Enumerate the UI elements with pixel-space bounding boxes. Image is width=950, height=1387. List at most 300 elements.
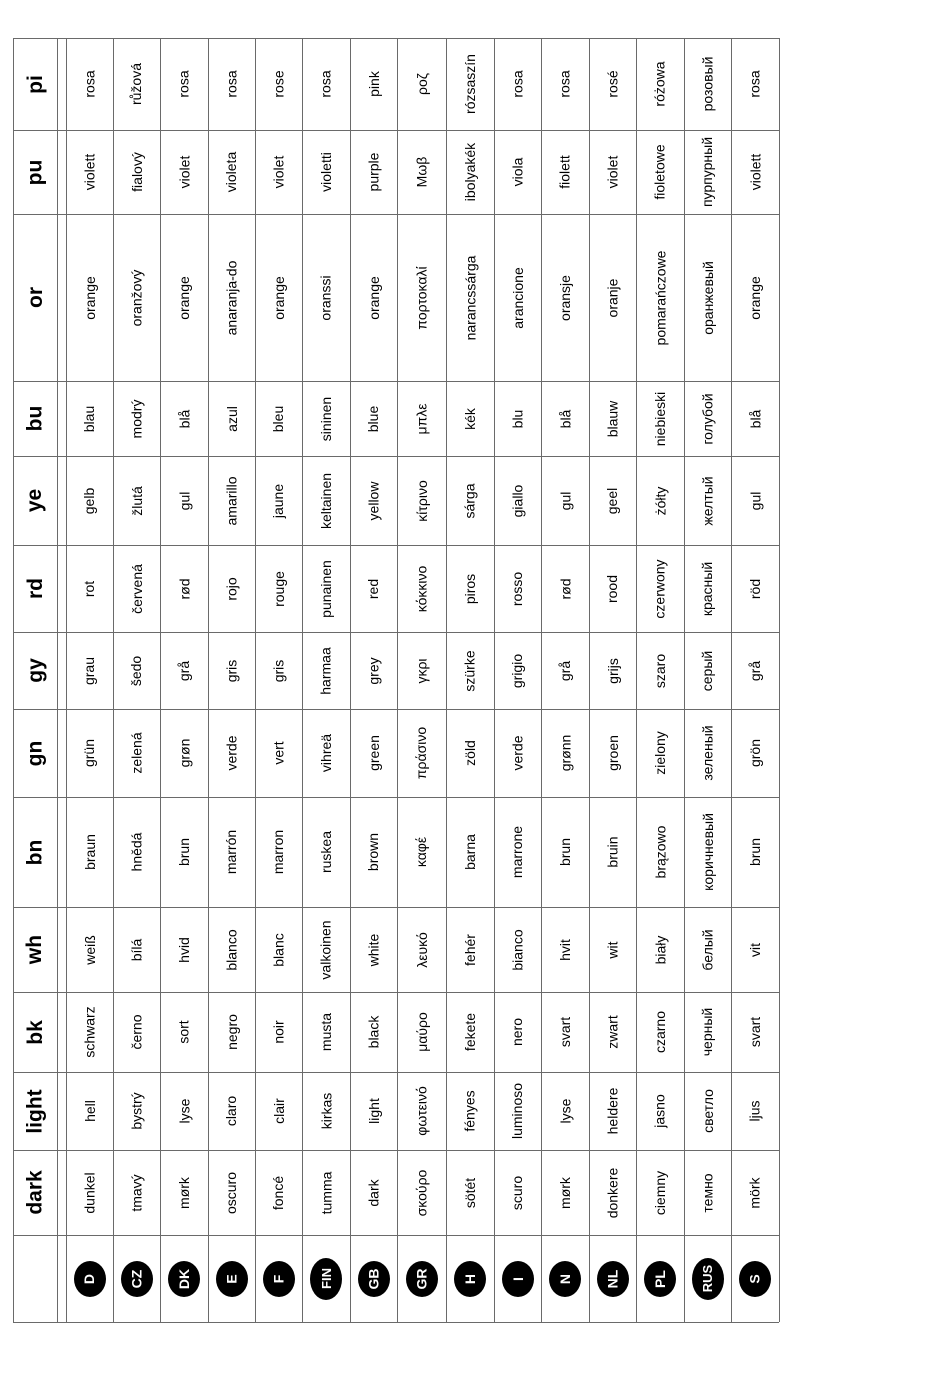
word-cell-d-gy [66,632,113,709]
word-cell-gr-dark [397,1150,446,1235]
word-cell-rus-gy [684,632,731,709]
word-cell-d-pu [66,130,113,214]
word-text: голубой [699,392,716,445]
word-text: ροζ [413,73,430,95]
word-cell-nl-dark [589,1150,636,1235]
word-cell-n-bn [541,797,589,907]
word-text: luminoso [509,1082,526,1140]
word-cell-dk-wh [160,907,208,992]
word-cell-s-light [731,1072,779,1150]
country-badge-cell [397,1235,446,1322]
word-cell-h-pu [446,130,494,214]
country-code-badge [358,1261,390,1297]
table-vline [57,38,58,1322]
word-text: žlutá [128,485,145,516]
country-code-label: PL [651,1269,668,1288]
word-text: gul [747,491,763,510]
word-cell-h-ye [446,456,494,545]
word-cell-h-bk [446,992,494,1072]
word-cell-dk-gy [160,632,208,709]
word-text: hvit [556,938,573,961]
word-text: violett [81,153,98,191]
word-cell-i-ye [494,456,541,545]
word-cell-s-rd [731,545,779,632]
word-cell-s-bk [731,992,779,1072]
country-code-label: N [557,1273,573,1284]
word-text: φωτεινό [413,1086,430,1136]
word-cell-h-wh [446,907,494,992]
word-cell-gb-pu [350,130,397,214]
word-cell-rus-bk [684,992,731,1072]
word-text: jasno [652,1094,668,1128]
word-cell-gr-bk [397,992,446,1072]
word-cell-gr-pu [397,130,446,214]
word-text: blu [509,409,526,428]
table-vline [779,38,780,1322]
word-text: svart [557,1016,573,1048]
country-code-label: FIN [318,1268,334,1289]
word-text: blue [365,405,382,432]
word-cell-rus-gn [684,709,731,797]
word-cell-d-light [66,1072,113,1150]
word-cell-i-bk [494,992,541,1072]
word-text: white [365,933,382,966]
word-text: zielony [652,731,668,775]
word-cell-d-bn [66,797,113,907]
word-text: vihreä [317,733,334,773]
word-cell-gb-wh [350,907,397,992]
word-cell-cz-gn [113,709,160,797]
word-text: azul [223,405,240,432]
word-text: wit [604,940,621,959]
word-cell-gr-gn [397,709,446,797]
word-text: negro [223,1014,240,1050]
word-cell-i-light [494,1072,541,1150]
word-text: grigio [509,653,526,688]
word-text: černo [128,1014,145,1050]
word-cell-i-wh [494,907,541,992]
word-cell-e-pi [208,38,255,130]
word-text: grå [175,660,192,681]
word-cell-d-pi [66,38,113,130]
word-cell-gr-gy [397,632,446,709]
word-cell-cz-ye [113,456,160,545]
word-text: purple [365,152,382,192]
word-cell-cz-pi [113,38,160,130]
word-text: grün [81,738,98,768]
word-text: mörk [747,1176,763,1209]
word-cell-h-or [446,214,494,381]
word-text: oranžový [128,269,145,326]
column-header-pu [13,130,57,214]
word-text: valkoinen [318,919,334,980]
word-cell-fin-rd [302,545,350,632]
word-text: rosé [604,70,621,98]
word-cell-cz-gy [113,632,160,709]
word-cell-gb-ye [350,456,397,545]
word-text: Μωβ [413,156,430,188]
word-cell-f-or [255,214,302,381]
column-header-wh [13,907,57,992]
word-cell-pl-light [636,1072,684,1150]
word-cell-nl-gn [589,709,636,797]
word-text: grønn [556,734,573,772]
word-cell-gr-bn [397,797,446,907]
word-cell-fin-ye [302,456,350,545]
word-text: violet [604,155,621,189]
word-cell-gr-wh [397,907,446,992]
word-cell-pl-dark [636,1150,684,1235]
word-cell-dk-ye [160,456,208,545]
word-text: lyse [557,1098,573,1124]
country-code-badge [121,1261,153,1297]
word-cell-n-dark [541,1150,589,1235]
column-header-label: pu [23,159,47,185]
country-badge-cell [446,1235,494,1322]
word-cell-fin-gn [302,709,350,797]
word-text: violett [746,153,763,191]
word-text: viola [509,157,526,187]
country-code-badge [597,1261,629,1297]
word-text: sárga [462,482,478,519]
word-cell-gr-light [397,1072,446,1150]
word-text: musta [318,1012,334,1052]
word-text: μαύρο [413,1012,430,1052]
word-cell-nl-wh [589,907,636,992]
word-text: scuro [509,1175,526,1210]
column-header-ye [13,456,57,545]
word-text: marrone [509,825,526,879]
column-header-label: gy [23,658,47,683]
word-cell-e-gy [208,632,255,709]
word-cell-gr-or [397,214,446,381]
word-cell-e-ye [208,456,255,545]
word-cell-h-bu [446,381,494,456]
word-text: żółty [651,486,668,515]
country-badge-cell [160,1235,208,1322]
word-text: orange [270,275,287,320]
word-text: fényes [462,1090,478,1132]
word-cell-gb-rd [350,545,397,632]
word-cell-fin-bu [302,381,350,456]
word-cell-dk-bu [160,381,208,456]
word-cell-nl-bn [589,797,636,907]
word-text: mørk [175,1176,192,1209]
column-header-label: wh [23,934,47,965]
word-text: ruskea [318,830,334,874]
word-cell-rus-pi [684,38,731,130]
word-text: pomarańczowe [652,250,668,345]
column-header-label: gn [23,740,47,766]
word-text: blauw [604,400,621,437]
word-cell-n-wh [541,907,589,992]
word-text: violet [270,155,287,189]
country-code-badge [310,1258,342,1300]
column-header-bk [13,992,57,1072]
column-header-label: rd [23,578,47,599]
word-text: amarillo [223,475,240,526]
column-header-label: ye [23,488,47,513]
word-text: mørk [556,1176,573,1209]
word-text: violet [176,155,192,189]
word-cell-dk-bn [160,797,208,907]
word-text: светло [699,1089,716,1133]
word-cell-dk-or [160,214,208,381]
word-cell-dk-bk [160,992,208,1072]
word-cell-e-bu [208,381,255,456]
word-cell-fin-bn [302,797,350,907]
word-text: rosa [175,70,192,98]
word-cell-gr-pi [397,38,446,130]
country-code-badge [168,1261,200,1297]
word-text: barna [462,834,478,870]
word-cell-d-wh [66,907,113,992]
word-cell-rus-rd [684,545,731,632]
word-cell-dk-rd [160,545,208,632]
column-header-gy [13,632,57,709]
word-text: rosa [556,70,573,98]
column-header-label: light [23,1088,47,1134]
country-badge-cell [494,1235,541,1322]
word-cell-pl-bu [636,381,684,456]
column-header-light [13,1072,57,1150]
word-text: brun [176,837,192,867]
word-cell-n-pi [541,38,589,130]
word-cell-rus-dark [684,1150,731,1235]
column-header-rd [13,545,57,632]
word-cell-nl-gy [589,632,636,709]
word-cell-d-dark [66,1150,113,1235]
country-code-label: RUS [699,1264,715,1293]
word-cell-fin-light [302,1072,350,1150]
word-cell-n-light [541,1072,589,1150]
word-text: black [365,1015,382,1049]
word-cell-gb-pi [350,38,397,130]
country-code-badge [644,1261,676,1297]
word-text: sort [176,1020,192,1044]
word-cell-s-pu [731,130,779,214]
word-text: niebieski [652,391,669,446]
word-text: черный [699,1007,716,1057]
word-text: σκούρο [413,1169,430,1216]
word-text: marrón [223,829,240,875]
column-header-label: bu [23,405,47,432]
word-cell-i-bn [494,797,541,907]
word-text: fekete [461,1012,478,1052]
word-text: oransje [556,274,573,321]
word-text: темно [699,1172,716,1213]
column-header-or [13,214,57,381]
word-text: коричневый [699,813,716,891]
word-text: blå [176,409,192,428]
word-text: brun [747,837,763,867]
country-badge-cell [589,1235,636,1322]
word-text: růžová [128,62,145,106]
word-cell-gb-bu [350,381,397,456]
word-cell-cz-bk [113,992,160,1072]
word-text: geel [604,487,621,514]
word-cell-gb-dark [350,1150,397,1235]
word-cell-d-bk [66,992,113,1072]
word-cell-cz-or [113,214,160,381]
word-text: röd [746,578,763,599]
word-cell-pl-pu [636,130,684,214]
word-cell-pl-or [636,214,684,381]
word-cell-h-bn [446,797,494,907]
word-cell-d-gn [66,709,113,797]
word-cell-e-wh [208,907,255,992]
word-cell-f-bn [255,797,302,907]
word-text: oranje [604,278,621,317]
country-badge-cell [302,1235,350,1322]
word-text: schwarz [81,1006,98,1058]
word-text: пурпурный [699,136,716,208]
word-cell-e-or [208,214,255,381]
word-text: blau [81,405,98,432]
word-text: ciemny [651,1170,668,1215]
country-badge-cell [684,1235,731,1322]
country-code-label: GB [365,1268,382,1289]
word-text: vert [270,741,287,765]
word-text: arancione [509,266,526,329]
column-header-gn [13,709,57,797]
column-header-pi [13,38,57,130]
word-text: grey [365,656,382,685]
word-text: bianco [509,928,526,971]
word-text: brun [557,837,573,867]
word-cell-s-wh [731,907,779,992]
word-cell-e-light [208,1072,255,1150]
word-text: donkere [604,1167,621,1218]
word-cell-gb-gy [350,632,397,709]
word-text: blanco [223,928,240,971]
word-cell-e-bk [208,992,255,1072]
word-cell-nl-pu [589,130,636,214]
word-cell-i-gn [494,709,541,797]
word-text: zwart [604,1015,621,1049]
word-text: orange [747,275,763,320]
word-text: grøn [175,738,192,768]
word-text: rózsaszín [462,54,479,114]
word-cell-f-pu [255,130,302,214]
country-badge-cell [208,1235,255,1322]
word-cell-fin-bk [302,992,350,1072]
word-text: claro [223,1095,240,1127]
country-badge-cell [350,1235,397,1322]
country-code-label: D [81,1273,98,1284]
word-cell-cz-light [113,1072,160,1150]
word-text: tmavý [128,1173,145,1212]
word-cell-s-bn [731,797,779,907]
word-cell-d-bu [66,381,113,456]
word-cell-nl-bu [589,381,636,456]
word-text: sötét [461,1177,478,1208]
word-text: белый [699,928,716,971]
word-text: rød [557,578,573,599]
word-cell-f-dark [255,1150,302,1235]
word-cell-s-gy [731,632,779,709]
word-text: clair [270,1098,287,1124]
word-cell-n-bu [541,381,589,456]
word-cell-nl-or [589,214,636,381]
word-cell-f-bk [255,992,302,1072]
word-cell-cz-rd [113,545,160,632]
word-cell-d-rd [66,545,113,632]
country-badge-cell [255,1235,302,1322]
word-text: gris [270,659,287,682]
word-text: narancssárga [462,255,479,340]
word-text: ibolyakék [462,142,478,202]
word-text: czerwony [652,558,669,619]
word-text: γκρι [413,657,430,684]
country-badge-cell [66,1235,113,1322]
country-code-badge [74,1261,106,1297]
word-text: ljus [746,1100,763,1122]
word-text: lyse [176,1098,192,1124]
word-text: verde [509,735,526,771]
word-text: blanc [270,932,287,967]
word-text: rosa [509,70,526,98]
country-code-label: E [223,1273,240,1284]
word-text: bystrý [128,1092,145,1130]
country-code-label: H [462,1273,478,1284]
word-cell-n-gn [541,709,589,797]
word-text: modrý [128,399,145,438]
word-text: зеленый [699,725,716,781]
word-cell-gr-ye [397,456,446,545]
word-cell-fin-wh [302,907,350,992]
word-cell-f-wh [255,907,302,992]
word-text: fiolett [557,155,573,189]
word-cell-dk-light [160,1072,208,1150]
word-cell-cz-wh [113,907,160,992]
word-text: розовый [699,56,716,112]
word-text: sininen [318,396,334,441]
word-text: light [365,1098,382,1124]
word-text: grön [747,738,763,768]
word-text: rot [81,580,98,597]
word-cell-h-pi [446,38,494,130]
column-header-dark [13,1150,57,1235]
word-cell-pl-rd [636,545,684,632]
column-header-label: or [23,287,47,308]
word-text: brown [365,832,382,872]
word-text: noir [270,1020,287,1044]
word-text: красный [699,561,716,616]
word-text: biały [651,935,668,964]
word-cell-dk-pu [160,130,208,214]
word-cell-f-rd [255,545,302,632]
word-cell-rus-pu [684,130,731,214]
word-text: gul [176,491,192,510]
word-cell-i-gy [494,632,541,709]
word-text: gul [557,491,573,510]
word-text: grijs [604,657,621,684]
country-badge-cell [636,1235,684,1322]
word-text: καφέ [413,836,430,868]
word-text: κόκκινο [413,565,430,612]
word-cell-gb-bn [350,797,397,907]
word-cell-pl-gn [636,709,684,797]
word-cell-i-dark [494,1150,541,1235]
word-text: zöld [462,740,478,766]
word-text: różowa [651,61,668,107]
word-text: red [365,578,382,599]
word-cell-fin-gy [302,632,350,709]
country-code-badge [739,1261,771,1297]
country-code-label: S [747,1273,763,1284]
word-cell-gb-light [350,1072,397,1150]
